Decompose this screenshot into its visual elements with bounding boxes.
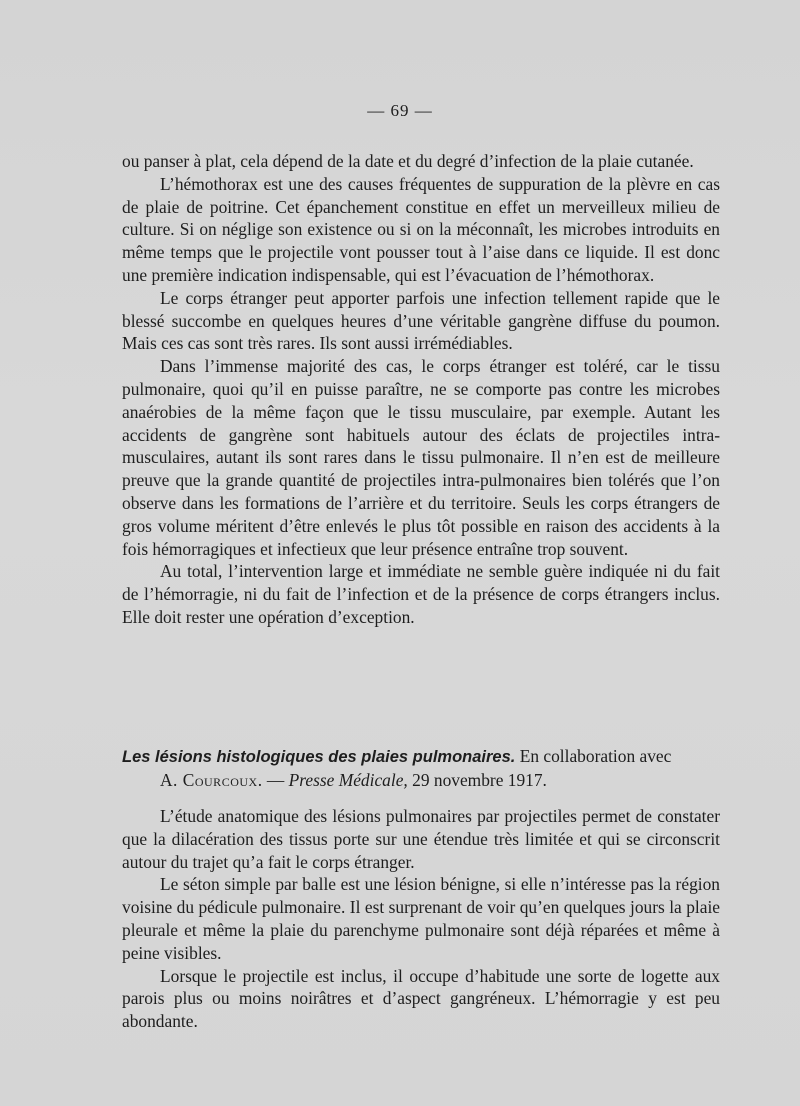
paragraph-continuation: ou panser à plat, cela dépend de la date et du degré d’infection de la plaie cutanée. [122, 151, 694, 171]
article-heading [122, 745, 720, 792]
first-section [122, 150, 720, 629]
author-name: A. Courcoux. [160, 769, 263, 790]
journal-name: Presse Médicale, [288, 769, 408, 790]
paragraph-conclusion: Au total, l’intervention large et immédiate ne semble guère indiquée ni du fait de l’hémorragie, ni du fait de l’infection et de la présence de corps étrangers inclus. Elle doit rester une opération d’exception. [122, 561, 720, 627]
collaboration-text: En collaboration avec [519, 746, 672, 766]
second-section [122, 805, 720, 1033]
paragraph-seton: Le séton simple par balle est une lésion bénigne, si elle n’intéresse pas la région voisine du pédicule pulmonaire. Il est surprenant de voir qu’en quelques jours la plaie pleurale et même la plaie du parenchyme pulmonaire sont déjà réparées et même à peine visibles. [122, 874, 720, 963]
separator-dash: — [266, 769, 285, 790]
paragraph-included-projectile: Lorsque le projectile est inclus, il occupe d’habitude une sorte de logette aux parois plus ou moins noirâtres et d’aspect gangréneux. L’hémorragie y est peu abondante. [122, 965, 720, 1032]
paragraph-hemothorax: L’hémothorax est une des causes fréquentes de suppuration de la plèvre en cas de plaie de poitrine. Cet épanchement constitue en effet un merveilleux milieu de culture. Si on néglige son existence ou si on la méconnaît, les microbes introduits en même temps que le projectile vont pousser tout à l’aise dans ce liquide. Il est donc une première indication indispensable, qui est l’évacuation de l’hémothorax. [122, 173, 720, 285]
paragraph-foreign-body-infection: Le corps étranger peut apporter parfois une infection tellement rapide que le blessé succombe en quelques heures d’une véritable gangrène diffuse du poumon. Mais ces cas sont très rares. Ils sont aussi irrémédiables. [122, 287, 720, 354]
article-title: Les lésions histologiques des plaies pulmonaires. [122, 748, 516, 766]
page-number: — 69 — [367, 101, 433, 120]
paragraph-anatomical-study: L’étude anatomique des lésions pulmonaires par projectiles permet de constater que la dilacération des tissus porte sur une étendue très limitée et qui se circonscrit autour du trajet qu’a fait le corps étranger. [122, 806, 720, 872]
publication-date: 29 novembre 1917. [412, 769, 547, 790]
paragraph-tolerance: Dans l’immense majorité des cas, le corps étranger est toléré, car le tissu pulmonaire, quoi qu’il en puisse paraître, ne se comporte pas contre les microbes anaérobies de la même façon que le tissu musculaire, par exemple. Autant les accidents de gangrène sont habituels autour des éclats de projectiles intra-musculaires, autant ils sont rares dans le tissu pulmonaire. Il n’en est de meilleure preuve que la grande quantité de projectiles intra-pulmonaires bien tolérés que l’on observe dans les formations de l’arrière et du territoire. Seuls les corps étrangers de gros volume méritent d’être enlevés le plus tôt possible en raison des accidents à la fois hémorragiques et infectieux que leur présence entraîne trop souvent. [122, 356, 720, 559]
